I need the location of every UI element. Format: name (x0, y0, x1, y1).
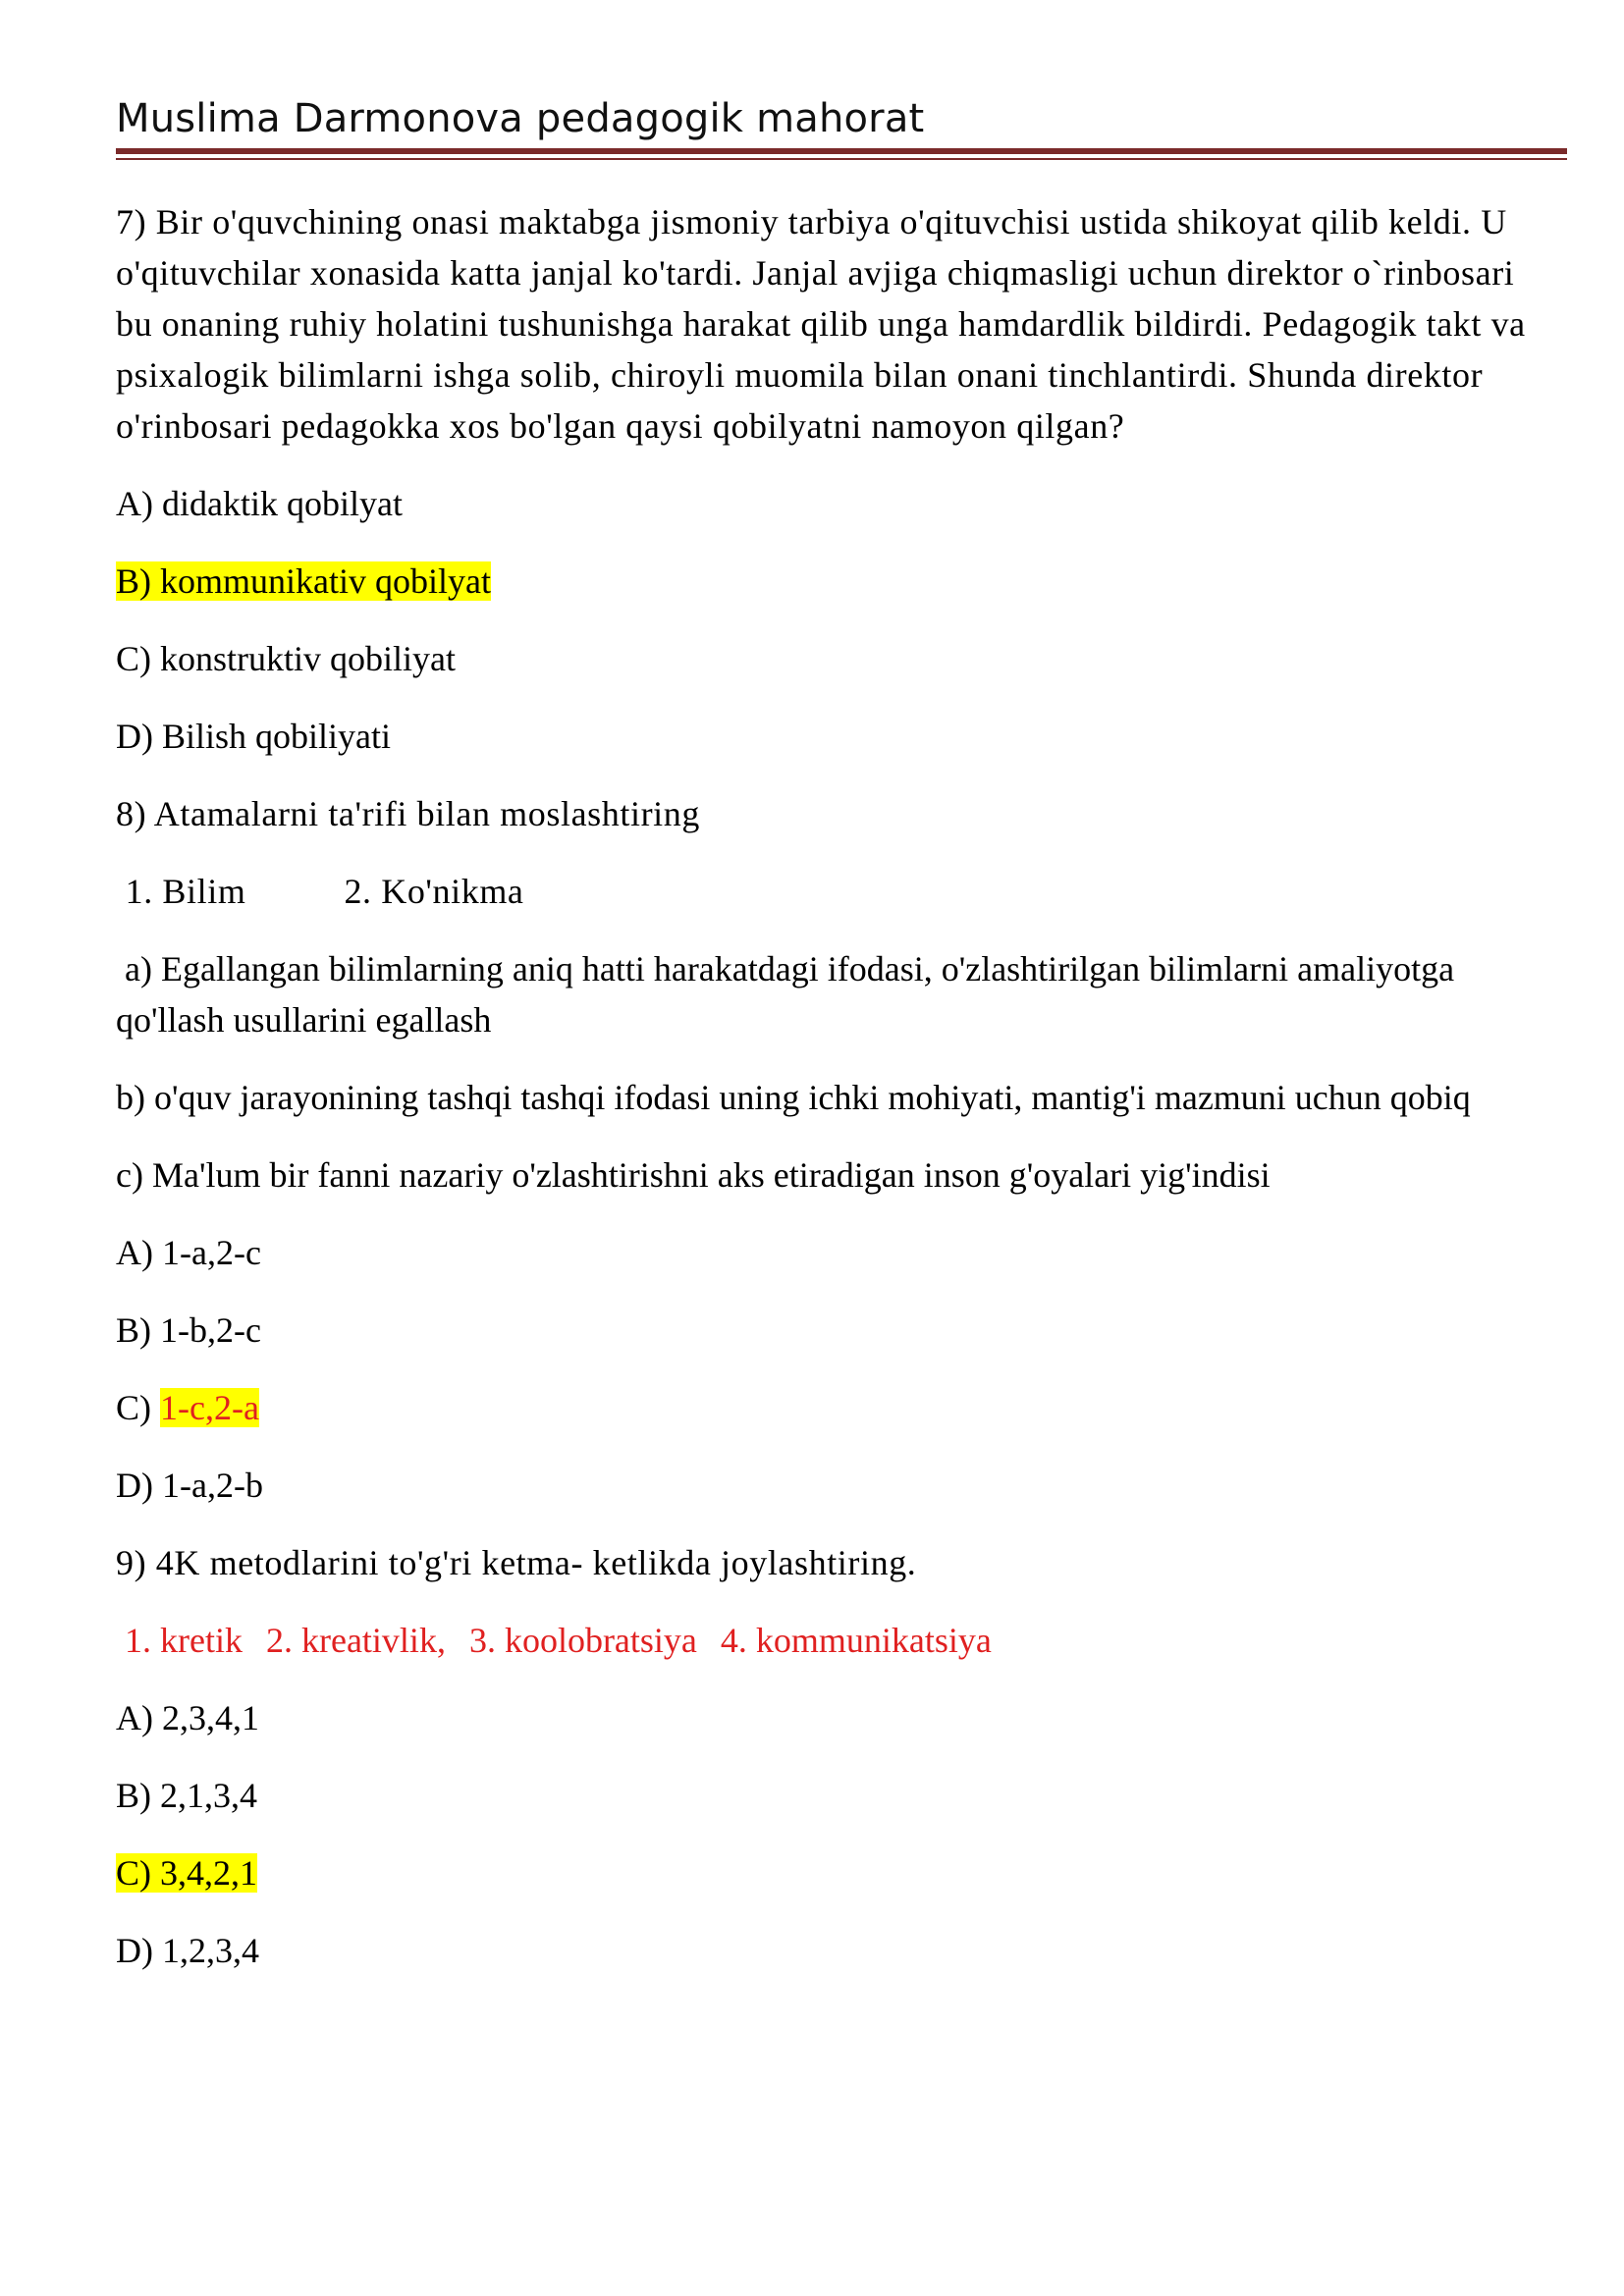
q9-item-1: 1. kretik (125, 1621, 243, 1660)
q8-option-b: B) 1-b,2-c (116, 1310, 261, 1350)
q8-term-2: 2. Ko'nikma (344, 872, 524, 911)
question-9-text: 9) 4K metodlarini to'g'ri ketma- ketlikda joylashtiring. (116, 1543, 917, 1582)
q8-definition-b: b) o'quv jarayonining tashqi tashqi ifodasi uning ichki mohiyati, mantig'i mazmuni uchun qobiq (116, 1078, 1471, 1117)
q9-option-a: A) 2,3,4,1 (116, 1698, 259, 1737)
page-header-title: Muslima Darmonova pedagogik mahorat (116, 96, 925, 141)
document-body (116, 196, 1549, 2002)
q8-terms (116, 866, 1549, 917)
q9-items (116, 1615, 1549, 1666)
question-7-text: 7) Bir o'quvchining onasi maktabga jismoniy tarbiya o'qituvchisi ustida shikoyat qilib keldi. U o'qituvchilar xonasida katta janjal ko'tardi. Janjal avjiga chiqmasligi uchun direktor o`rinbosari bu onaning ruhiy holatini tushunishga harakat qilib unga hamdardlik bildirdi. Pedagogik takt va psixalogik bilimlarni ishga solib, chiroyli muomila bilan onani tinchlantirdi. Shunda direktor o'rinbosari pedagokka xos bo'lgan qaysi qobilyatni namoyon qilgan? (116, 202, 1526, 446)
q7-option-c: C) konstruktiv qobiliyat (116, 639, 456, 678)
header-rule-thin (116, 158, 1567, 160)
q9-option-c (116, 1847, 1549, 1898)
q9-option-d: D) 1,2,3,4 (116, 1931, 259, 1970)
q7-option-b-highlight: B) kommunikativ qobilyat (116, 561, 491, 601)
q8-option-a: A) 1-a,2-c (116, 1233, 261, 1272)
q9-option-c-highlight: C) 3,4,2,1 (116, 1853, 257, 1893)
q9-item-4: 4. kommunikatsiya (720, 1621, 992, 1660)
q8-option-d: D) 1-a,2-b (116, 1466, 263, 1505)
q7-option-a: A) didaktik qobilyat (116, 484, 403, 523)
q9-option-b: B) 2,1,3,4 (116, 1776, 257, 1815)
q8-definition-c: c) Ma'lum bir fanni nazariy o'zlashtirishni aks etiradigan inson g'oyalari yig'indisi (116, 1155, 1271, 1195)
q8-option-c (116, 1382, 1549, 1433)
q8-definition-a: a) Egallangan bilimlarning aniq hatti harakatdagi ifodasi, o'zlashtirilgan bilimlarni amaliyotga qo'llash usullarini egallash (116, 949, 1455, 1040)
q8-term-1: 1. Bilim (125, 872, 246, 911)
question-8-text: 8) Atamalarni ta'rifi bilan moslashtiring (116, 794, 700, 833)
q8-option-c-answer: 1-c,2-a (160, 1388, 259, 1427)
q9-item-3: 3. koolobratsiya (468, 1621, 697, 1660)
q7-option-d: D) Bilish qobiliyati (116, 717, 392, 756)
header-rule-thick (116, 148, 1567, 154)
q8-option-c-prefix: C) (116, 1388, 151, 1427)
q9-item-2: 2. kreativlik, (265, 1621, 446, 1660)
q7-option-b (116, 556, 1549, 607)
